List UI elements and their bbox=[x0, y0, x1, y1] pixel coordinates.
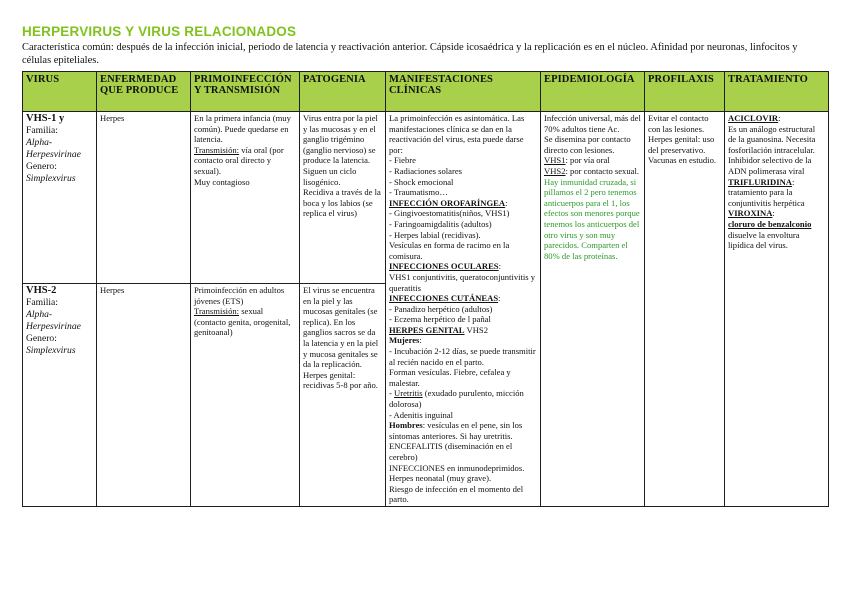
intro-paragraph: Característica común: después de la infección inicial, periodo de latencia y reactivación anterior. Cápside icosaédrica y la replicación es en el núcleo. Afinidad por neuronas, linfocitos y células epiteliales. bbox=[22, 42, 798, 66]
prof-text: Herpes genital: uso del preservativo. bbox=[648, 134, 715, 155]
table-row bbox=[23, 112, 829, 284]
manif-item: - Panadizo herpético (adultos) bbox=[389, 303, 493, 314]
familia-value: Alpha-Herpesvirinae bbox=[26, 137, 81, 160]
manif-colon: : bbox=[505, 197, 508, 208]
cell-virus bbox=[23, 112, 97, 284]
manif-heading: HERPES GENITAL bbox=[389, 324, 465, 335]
header-patogenia: PATOGENIA bbox=[300, 72, 386, 112]
epid-vhs1-label: VHS1 bbox=[544, 155, 566, 166]
patogenia-text: Virus entra por la piel y las mucosas y en el ganglio trigémino (ganglio nervioso) se produce la latencia. bbox=[303, 113, 378, 166]
cell-primoinfeccion bbox=[191, 112, 300, 284]
manif-item: - Incubación 2-12 días, se puede transmitir al recién nacido en el parto. bbox=[389, 346, 536, 367]
manif-subheading: Hombres bbox=[389, 420, 423, 431]
manif-item: Riesgo de infección en el momento del parto. bbox=[389, 483, 524, 505]
header-epidemiologia: EPIDEMIOLOGÍA bbox=[541, 72, 645, 112]
header-primoinfeccion: PRIMOINFECCIÓN Y TRANSMISIÓN bbox=[191, 72, 300, 112]
trat-colon: : bbox=[772, 208, 775, 219]
transmision-text: vía oral (por contacto oral directo y sexual). bbox=[194, 144, 284, 176]
cell-profilaxis bbox=[645, 112, 725, 507]
primo-text: En la primera infancia (muy común). Puede quedarse en latencia. bbox=[194, 113, 291, 145]
header-enfermedad: ENFERMEDAD QUE PRODUCE bbox=[97, 72, 191, 112]
trat-colon: : bbox=[791, 176, 795, 187]
manif-item: - Radiaciones solares bbox=[389, 165, 463, 176]
manif-item: - Adenitis inguinal bbox=[389, 409, 453, 420]
virus-name: VHS-1 y bbox=[26, 113, 65, 124]
primo-text: Primoinfección en adultos jóvenes (ETS) bbox=[194, 285, 285, 306]
genero-label: Genero: bbox=[26, 161, 57, 172]
trat-colon: : bbox=[778, 113, 781, 123]
genero-value: Simplexvirus bbox=[26, 345, 76, 356]
cell-patogenia bbox=[300, 112, 386, 284]
cell-primoinfeccion bbox=[191, 284, 300, 507]
patogenia-ciclo: Siguen un ciclo lisogénico. bbox=[303, 165, 357, 187]
table-header-row bbox=[23, 72, 829, 112]
manif-dash: - bbox=[389, 388, 395, 399]
trat-text: tratamiento para la conjuntivitis herpética bbox=[728, 187, 805, 208]
trat-heading: ACICLOVIR bbox=[728, 113, 779, 123]
manif-item: - Faringoamigdalitis (adultos) bbox=[389, 218, 492, 229]
cell-manifestaciones bbox=[386, 112, 541, 507]
manif-item: - Herpes labial (recidivas). bbox=[389, 229, 481, 240]
patogenia-recidivas: Herpes genital: recidivas 5-8 por año. bbox=[303, 369, 378, 391]
transmision-label: Transmisión: bbox=[194, 144, 240, 155]
primo-note: Muy contagioso bbox=[194, 176, 250, 187]
epid-text: : por vía oral bbox=[565, 155, 610, 166]
header-profilaxis: PROFILAXIS bbox=[645, 72, 725, 112]
epid-text: Se disemina por contacto directo con lesiones. bbox=[544, 134, 631, 155]
manif-item: Vesículas en forma de racimo en la comisura. bbox=[389, 240, 510, 261]
manif-item: - Fiebre bbox=[389, 155, 416, 166]
cell-enfermedad: Herpes bbox=[97, 284, 191, 507]
manif-colon: : bbox=[498, 261, 501, 272]
trat-text: disuelve la envoltura lipídica del virus. bbox=[728, 229, 800, 251]
manif-uretritis: Uretritis bbox=[394, 388, 423, 399]
header-manifestaciones: MANIFESTACIONES CLÍNICAS bbox=[386, 72, 541, 112]
transmision-text: sexual (contacto genita, orogenital, genitoanal) bbox=[194, 306, 291, 338]
epid-vhs2-label: VHS2 bbox=[544, 165, 566, 176]
patogenia-recidiva: Recidiva a través de la boca y los labios (se replica el virus) bbox=[303, 187, 381, 219]
familia-label: Familia: bbox=[26, 125, 58, 136]
trat-heading: VIROXINA bbox=[728, 208, 773, 219]
cell-epidemiologia bbox=[541, 112, 645, 507]
epid-inmunidad-cruzada: Hay inmunidad cruzada, si pillamos el 2 pero tenemos anticuerpos para el 1, los efectos son menores porque tenemos los anticuerpos del otro virus y son muy parecidos. Comparten el 80% de las proteínas. bbox=[544, 176, 640, 261]
manif-item: - Traumatismo… bbox=[389, 187, 448, 198]
manif-heading: INFECCIONES OCULARES bbox=[389, 261, 499, 272]
manif-item: (exudado purulento, micción dolorosa) bbox=[389, 388, 524, 410]
manif-heading-tail: VHS2 bbox=[464, 324, 489, 335]
header-tratamiento: TRATAMIENTO bbox=[725, 72, 829, 112]
header-virus: VIRUS bbox=[23, 72, 97, 112]
manif-heading: INFECCIONES CUTÁNEAS bbox=[389, 293, 499, 304]
virus-name: VHS-2 bbox=[26, 285, 57, 296]
cell-enfermedad: Herpes bbox=[97, 112, 191, 284]
manif-item: Forman vesículas. Fiebre, cefalea y malestar. bbox=[389, 367, 511, 388]
manif-intro: La primoinfección es asintomática. Las manifestaciones clínica se dan en la reactivación del virus, esta puede darse por: bbox=[389, 113, 525, 155]
trat-heading: cloruro de benzalconio bbox=[728, 218, 812, 229]
manif-colon: : bbox=[419, 335, 422, 346]
manif-item: VHS1 conjuntivitis, queratoconjuntivitis y queratitis bbox=[389, 271, 536, 293]
epid-text: Infección universal, más del 70% adultos tiene Ac. bbox=[544, 113, 641, 134]
transmision-label: Transmisión: bbox=[194, 306, 240, 317]
manif-item: : vesículas en el pene, sin los síntomas anteriores. Si hay uretritis. bbox=[389, 420, 523, 441]
manif-item: INFECCIONES en inmunodeprimidos. bbox=[389, 462, 525, 473]
manif-colon: : bbox=[498, 293, 501, 304]
familia-value: Alpha-Herpesvirinae bbox=[26, 309, 81, 332]
manif-item: - Gingivoestomatitis(niños, VHS1) bbox=[389, 208, 510, 219]
cell-patogenia bbox=[300, 284, 386, 507]
trat-heading: TRIFLURIDINA bbox=[728, 176, 792, 187]
manif-item: ENCEFALITIS (diseminación en el cerebro) bbox=[389, 441, 513, 462]
cell-virus bbox=[23, 284, 97, 507]
genero-label: Genero: bbox=[26, 333, 57, 344]
manif-item: Herpes neonatal (muy grave). bbox=[389, 473, 492, 484]
epid-text: : por contacto sexual. bbox=[565, 165, 640, 176]
cell-tratamiento bbox=[725, 112, 829, 507]
herpesvirus-table bbox=[22, 71, 829, 507]
manif-subheading: Mujeres bbox=[389, 335, 420, 346]
genero-value: Simplexvirus bbox=[26, 173, 76, 184]
manif-item: - Eczema herpético de l pañal bbox=[389, 314, 491, 325]
manif-item: - Shock emocional bbox=[389, 176, 454, 187]
trat-text: Es un análogo estructural de la guanosina. Necesita fosforilación intracelular. Inhibidor selectivo de la ADN polimerasa viral bbox=[728, 123, 816, 176]
familia-label: Familia: bbox=[26, 297, 58, 308]
document-title: HERPERVIRUS Y VIRUS RELACIONADOS bbox=[22, 24, 297, 39]
manif-heading: INFECCIÓN OROFARÍNGEA bbox=[389, 197, 506, 208]
prof-text: Vacunas en estudio. bbox=[648, 155, 717, 166]
prof-text: Evitar el contacto con las lesiones. bbox=[648, 113, 709, 134]
patogenia-text: El virus se encuentra en la piel y las mucosas genitales (se replica). En los ganglios sacros se da la latencia y en la piel y mucosa genitales se da la replicación. bbox=[303, 285, 379, 370]
